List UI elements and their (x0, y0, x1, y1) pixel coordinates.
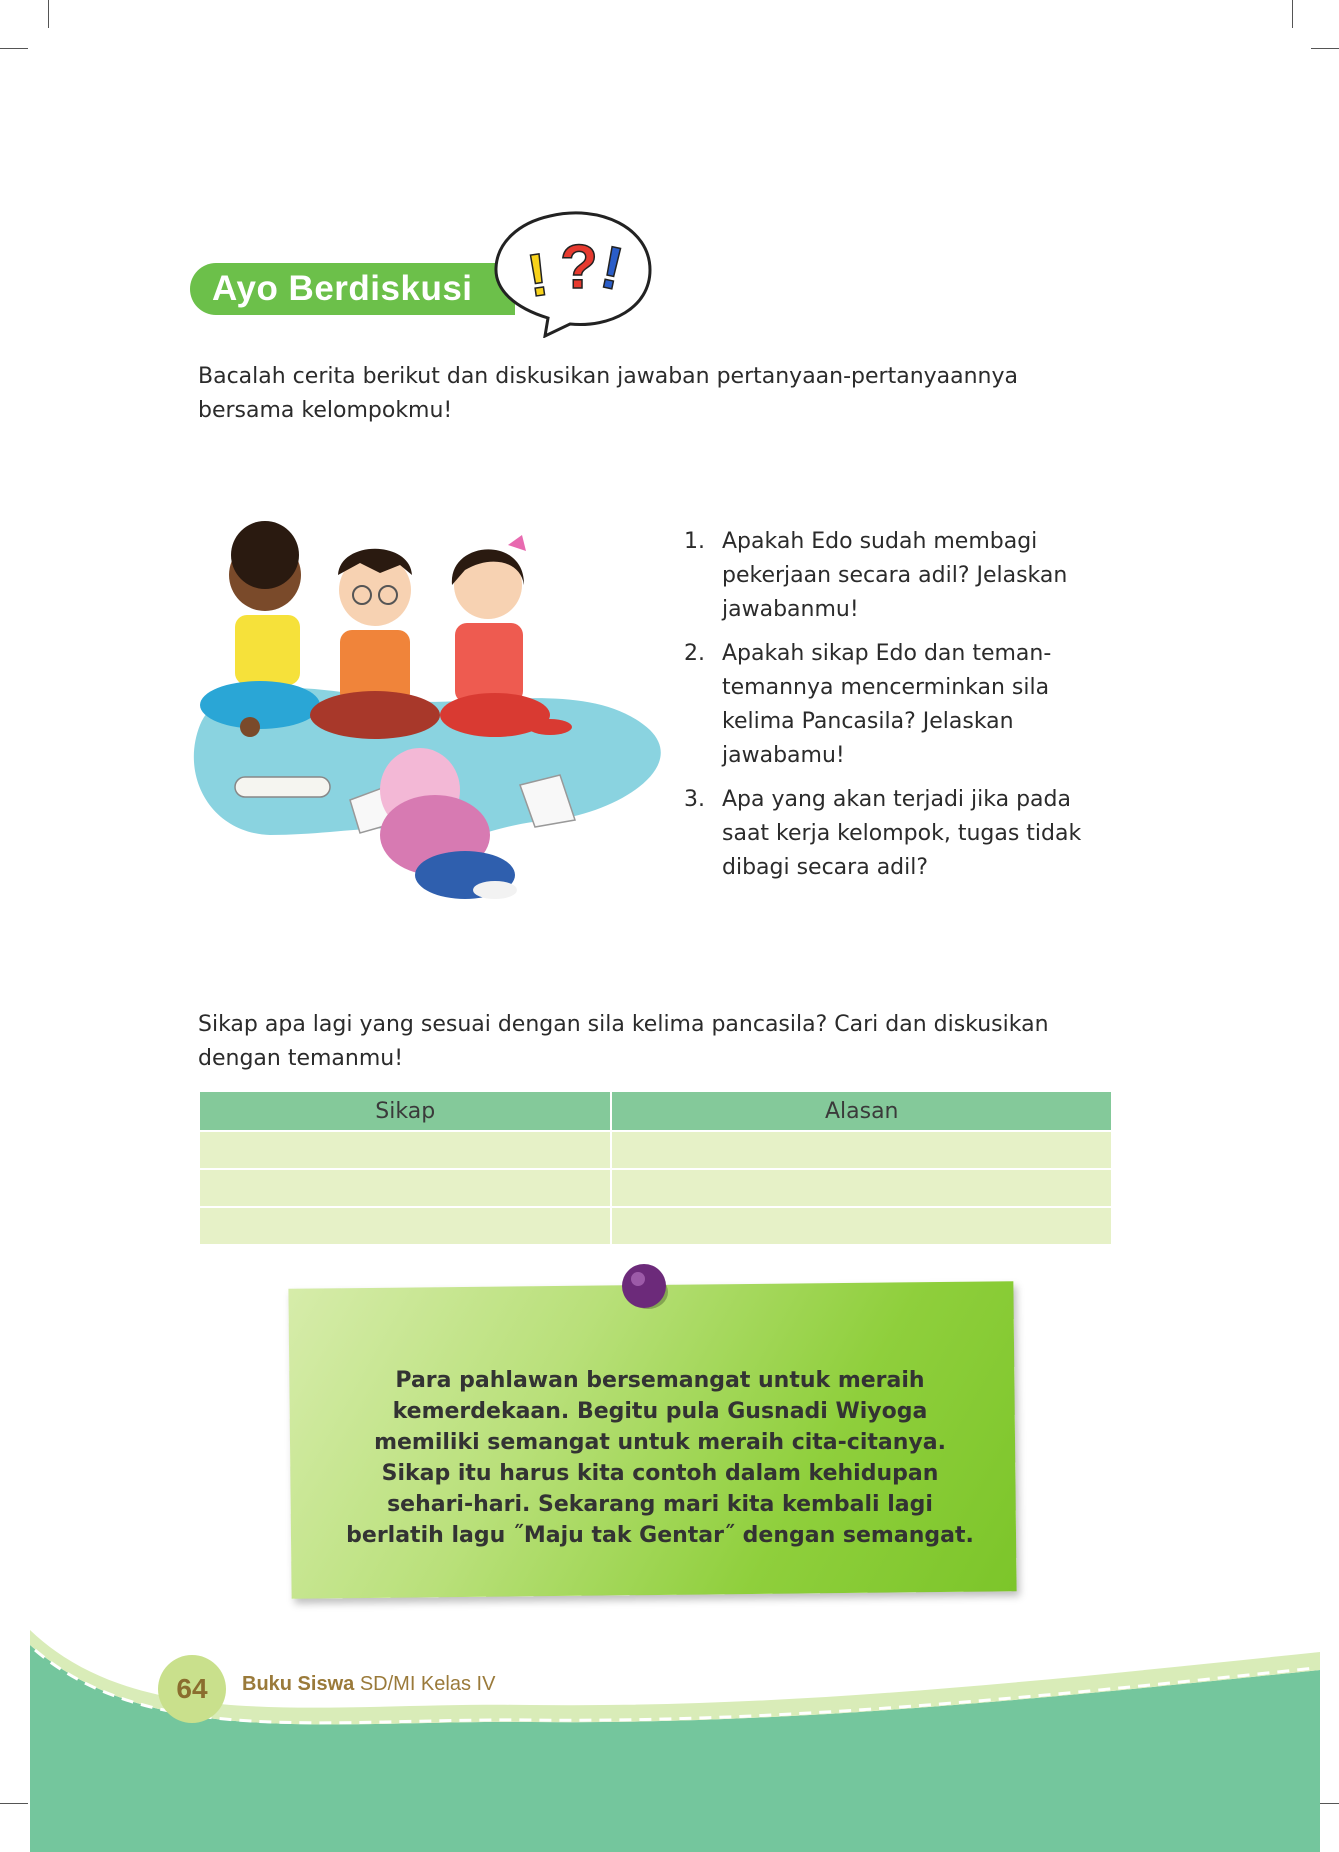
children-discussion-illustration (190, 515, 670, 945)
question-text: Apakah Edo sudah membagi pekerjaan secara adil? Jelaskan jawabanmu! (722, 529, 1068, 622)
table-cell[interactable] (611, 1169, 1112, 1207)
exclamation-mark: ! (523, 240, 553, 310)
exclamation-mark: ! (595, 233, 629, 303)
book-title (242, 1673, 495, 1696)
speech-bubble-icon (490, 208, 655, 338)
question-text: Apakah sikap Edo dan teman-temannya mencerminkan sila kelima Pancasila? Jelaskan jawabamu! (722, 641, 1052, 768)
table-header-row (199, 1091, 1112, 1131)
table-cell[interactable] (199, 1207, 611, 1245)
column-header-alasan: Alasan (611, 1091, 1112, 1131)
question-number: 2. (684, 641, 705, 666)
crop-mark (1311, 48, 1339, 49)
table-cell[interactable] (199, 1131, 611, 1169)
table-cell[interactable] (199, 1169, 611, 1207)
crop-mark (1292, 0, 1293, 28)
intro-paragraph: Bacalah cerita berikut dan diskusikan jawaban pertanyaan-pertanyaannya bersama kelompokmu! (198, 364, 1019, 423)
book-title-bold: Buku Siswa (242, 1673, 355, 1695)
question-text: Apa yang akan terjadi jika pada saat kerja kelompok, tugas tidak dibagi secara adil? (722, 787, 1082, 880)
table-row (199, 1131, 1112, 1169)
page-number: 64 (158, 1655, 226, 1723)
list-item (684, 783, 1094, 885)
crop-mark (0, 1803, 28, 1804)
question-number: 3. (684, 787, 705, 812)
question-mark: ? (560, 233, 598, 302)
table-instructions: Sikap apa lagi yang sesuai dengan sila kelima pancasila? Cari dan diskusikan dengan temanmu! (198, 1012, 1049, 1071)
table-row (199, 1169, 1112, 1207)
crop-mark (0, 48, 28, 49)
column-header-sikap: Sikap (199, 1091, 611, 1131)
footer-wave (30, 1630, 1320, 1852)
table-cell[interactable] (611, 1131, 1112, 1169)
table-cell[interactable] (611, 1207, 1112, 1245)
push-pin-icon (618, 1260, 672, 1314)
note-text: Para pahlawan bersemangat untuk meraih kemerdekaan. Begitu pula Gusnadi Wiyoga memiliki semangat untuk meraih cita-citanya. Sikap itu harus kita contoh dalam kehidupan sehari-hari. Sekarang mari kita kembali lagi berlatih lagu ˝Maju tak Gentar˝ dengan semangat. (346, 1368, 974, 1548)
section-title: Ayo Berdiskusi (212, 269, 473, 308)
list-item (684, 525, 1094, 627)
crop-mark (48, 0, 49, 28)
question-list (684, 525, 1094, 895)
sikap-table (198, 1090, 1113, 1246)
question-number: 1. (684, 529, 705, 554)
table-row (199, 1207, 1112, 1245)
section-header (190, 255, 520, 315)
list-item (684, 637, 1094, 773)
book-title-rest: SD/MI Kelas IV (354, 1673, 496, 1695)
